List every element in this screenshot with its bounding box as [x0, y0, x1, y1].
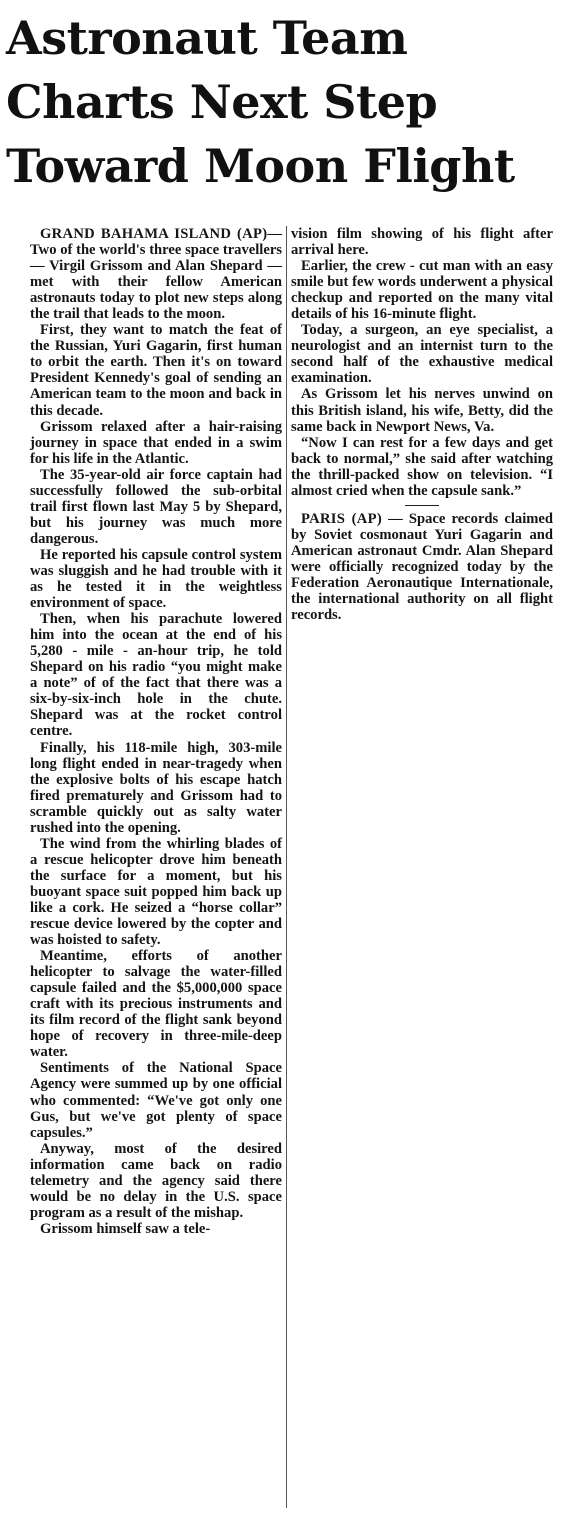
dateline-paris: PARIS (AP)	[301, 510, 383, 527]
paragraph: Grissom relaxed after a hair-raising journey in space that ended in a swim for his life in the Atlantic.	[30, 418, 282, 467]
paragraph: First, they want to match the feat of the Russian, Yuri Gagarin, first human to orbit the earth. Then it's on toward President Kennedy's goal of sending an American team to the moon and back in this decade.	[30, 322, 282, 419]
paragraph: Earlier, the crew - cut man with an easy smile but few words underwent a physical checkup and reported on the many vital details of his 16-minute flight.	[291, 258, 553, 323]
dateline: GRAND BAHAMA ISLAND (AP)	[40, 226, 268, 242]
paragraph: The 35-year-old air force captain had successfully followed the sub-orbital trail first flown last May 5 by Shepard, but his journey was much more dangerous.	[30, 466, 282, 547]
paragraph: Anyway, most of the desired information came back on radio telemetry and the agency said there would be no delay in the U.S. space program as a result of the mishap.	[30, 1140, 282, 1221]
paragraph: As Grissom let his nerves unwind on this British island, his wife, Betty, did the same back in Newport News, Va.	[291, 386, 553, 435]
headline	[6, 6, 560, 198]
paragraph: Grissom himself saw a tele-	[40, 1220, 211, 1237]
article-column-right	[291, 226, 553, 623]
story-divider	[405, 505, 439, 506]
paragraph: Meantime, efforts of another helicopter to salvage the water-filled capsule failed and the $5,000,000 space craft with its precious instruments and its film record of the flight sank beyond hope of recovery in three-mile-deep water.	[30, 948, 282, 1061]
headline-line-2: Charts Next Step	[6, 75, 438, 129]
paragraph: Then, when his parachute lowered him into the ocean at the end of his 5,280 - mile - an-hour trip, he told Shepard on his radio “you might make a note” of of the fact that there was a six-by-six-inch hole in the chute. Shepard was at the rocket control centre.	[30, 611, 282, 740]
paragraph: “Now I can rest for a few days and get back to normal,” she said after watching the thrill-packed show on television. “I almost cried when the capsule sank.”	[291, 434, 553, 499]
second-story-text: — Space records claimed by Soviet cosmonaut Yuri Gagarin and American astronaut Cmdr. Alan Shepard were officially recognized today by the Federation Aeronautique Internationale, the international authority on all flight records.	[291, 510, 553, 624]
paragraph: The wind from the whirling blades of a rescue helicopter drove him beneath the surface for a moment, but his buoyant space suit popped him back up like a cork. He seized a “horse collar” rescue device lowered by the copter and was hoisted to safety.	[30, 835, 282, 949]
headline-line-3: Toward Moon Flight	[6, 139, 515, 193]
column-rule	[286, 226, 287, 1508]
paragraph-lead	[30, 226, 282, 322]
article-column-left	[30, 226, 282, 1237]
lead-text: —Two of the world's three space travellers — Virgil Grissom and Alan Shepard — met with their fellow American astronauts today to plot new steps along the trail that leads to the moon.	[30, 226, 282, 323]
paragraph: Sentiments of the National Space Agency were summed up by one official who commented: “We've got only one Gus, but we've got plenty of space capsules.”	[30, 1060, 282, 1141]
paragraph: Finally, his 118-mile high, 303-mile long flight ended in near-tragedy when the explosive bolts of his escape hatch fired prematurely and Grissom had to scramble quickly out as salty water rushed into the opening.	[30, 739, 282, 836]
paragraph-second-story	[291, 511, 553, 623]
headline-line-1: Astronaut Team	[6, 11, 408, 65]
paragraph: He reported his capsule control system was sluggish and he had trouble with it as he tested it in the weightless environment of space.	[30, 546, 282, 612]
paragraph-continued: vision film showing of his flight after arrival here.	[291, 226, 553, 259]
paragraph: Today, a surgeon, an eye specialist, a neurologist and an internist turn to the second half of the exhaustive medical examination.	[291, 322, 553, 387]
